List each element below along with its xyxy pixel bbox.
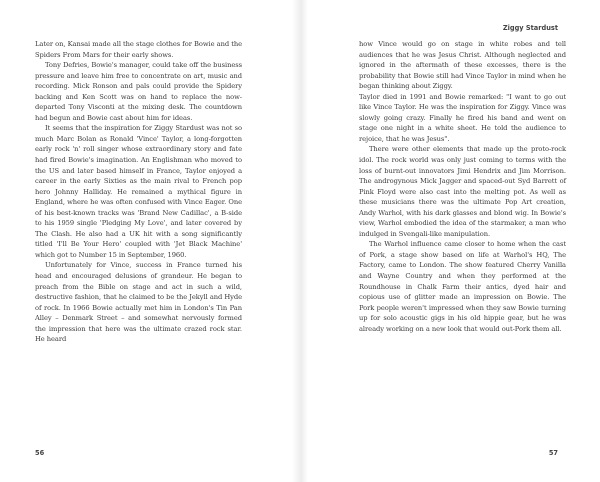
right-paragraph-2: Taylor died in 1991 and Bowie remarked: "I want to go out like Vince Taylor. He was the inspiration for Ziggy. Vince was slowly going crazy. Finally he fired his band and went on stage one night in a white sheet. He told the audience to rejoice, that he was Jesus". xyxy=(359,92,566,143)
page-number-left: 56 xyxy=(35,449,45,457)
right-page-text xyxy=(359,39,566,334)
left-paragraph-1: Later on, Kansai made all the stage clothes for Bowie and the Spiders From Mars for their early shows. xyxy=(35,40,242,59)
left-page-text xyxy=(35,39,242,345)
book-gutter xyxy=(292,0,308,482)
left-paragraph-2: Tony Defries, Bowie's manager, could take off the business pressure and leave him free to concentrate on art, music and recording. Mick Ronson and pals could provide the Spidery backing and Ken Scott was on hand to replace the now-departed Tony Visconti at the mixing desk. The countdown had begun and Bowie cast about him for ideas. xyxy=(35,61,242,122)
right-paragraph-1: how Vince would go on stage in white robes and tell audiences that he was Jesus Christ. Although neglected and ignored in the aftermath of these excesses, there is the probability that Bowie still had Vince Taylor in mind when he began thinking about Ziggy. xyxy=(359,40,566,91)
right-paragraph-4: The Warhol influence came closer to home when the cast of Pork, a stage show based on life at Warhol's HQ, The Factory, came to London. The show featured Cherry Vanilla and Wayne Country and when they performed at the Roundhouse in Chalk Farm their antics, dyed hair and copious use of glitter made an impression on Bowie. The Pork people weren't impressed when they saw Bowie turning up for solo acoustic gigs in his old hippie gear, but he was already working on a new look that would out-Pork them all. xyxy=(359,240,566,333)
page-number-right: 57 xyxy=(548,449,558,457)
left-paragraph-3: It seems that the inspiration for Ziggy Stardust was not so much Marc Bolan as Ronald 'Vince' Taylor, a long-forgotten early rock 'n' roll singer whose extraordinary story and fate had fired Bowie's imagination. An Englishman who moved to the US and later based himself in France, Taylor enjoyed a career in the early Sixties as the main rival to French pop hero Johnny Halliday. He remained a mythical figure in England, where he was often confused with Vince Eager. One of his best-known tracks was 'Brand New Cadillac', a B-side to his 1959 single 'Pledging My Love', and later covered by The Clash. He also had a UK hit with a song significantly titled 'I'll Be Your Hero' coupled with 'Jet Black Machine' which got to Number 15 in September, 1960. xyxy=(35,124,242,259)
right-paragraph-3: There were other elements that made up the proto-rock idol. The rock world was only just coming to terms with the loss of burnt-out innovators Jimi Hendrix and Jim Morrison. The androgynous Mick Jagger and spaced-out Syd Barrett of Pink Floyd were also cast into the melting pot. As well as these musicians there was the ultimate Pop Art creation, Andy Warhol, with his dark glasses and blond wig. In Bowie's view, Warhol embodied the idea of the starmaker, a man who indulged in Svengali-like manipulation. xyxy=(359,145,566,238)
left-paragraph-4: Unfortunately for Vince, success in France turned his head and encouraged delusions of grandeur. He began to preach from the Bible on stage and act in such a wild, destructive fashion, that he claimed to be the Jekyll and Hyde of rock. In 1966 Bowie actually met him in London's Tin Pan Alley – Denmark Street – and somewhat nervously formed the impression that here was the ultimate crazed rock star. He heard xyxy=(35,261,242,344)
running-head: Ziggy Stardust xyxy=(502,24,558,32)
